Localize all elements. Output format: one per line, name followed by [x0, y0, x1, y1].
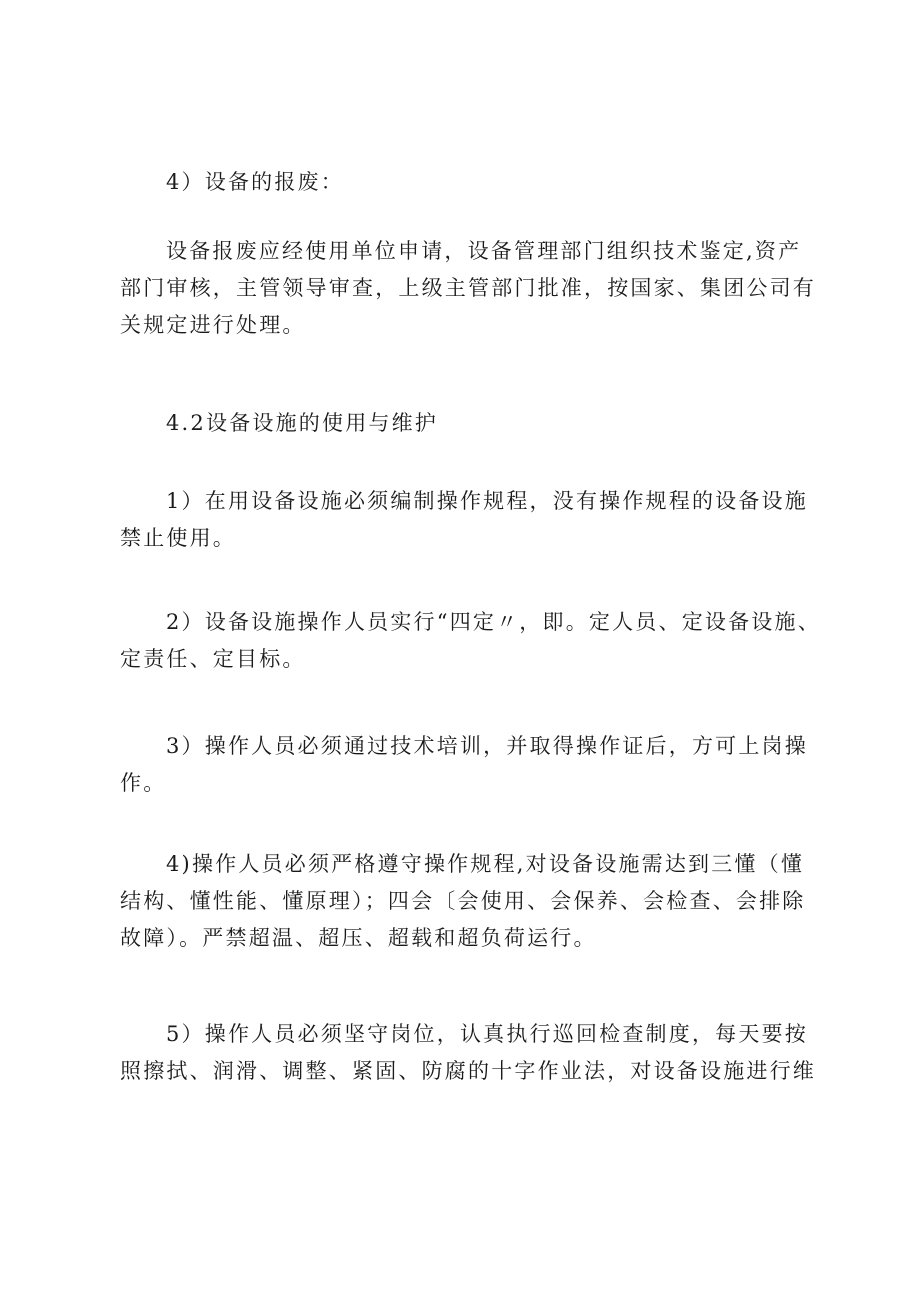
paragraph-line: 禁止使用。 — [120, 526, 236, 550]
paragraph-line: 3）操作人员必须通过技术培训，并取得操作证后，方可上岗操 — [166, 734, 808, 758]
paragraph-line: 照擦拭、润滑、调整、紧固、防腐的十字作业法，对设备设施进行维 — [120, 1059, 816, 1083]
section-heading-4-2 — [120, 405, 820, 442]
paragraph-line: 结构、懂性能、懂原理）；四会〔会使用、会保养、会检查、会排除 — [120, 889, 806, 913]
paragraph-line: 定责任、定目标。 — [120, 647, 306, 671]
paragraph-line: 4.2设备设施的使用与维护 — [166, 411, 438, 435]
paragraph-item-1 — [120, 483, 820, 557]
paragraph-line: 关规定进行处理。 — [120, 313, 306, 337]
paragraph-item-5 — [120, 1016, 820, 1090]
paragraph-line: 1）在用设备设施必须编制操作规程，没有操作规程的设备设施 — [166, 489, 808, 513]
paragraph-item-3 — [120, 728, 820, 802]
paragraph-line: 4)操作人员必须严格遵守操作规程,对设备设施需达到三懂（懂 — [166, 852, 805, 876]
paragraph-line: 设备报废应经使用单位申请，设备管理部门组织技术鉴定,资产 — [166, 239, 802, 263]
paragraph-scrap-procedure — [120, 233, 820, 344]
paragraph-item-4 — [120, 846, 820, 957]
paragraph-scrap-heading — [120, 164, 820, 201]
paragraph-line: 4）设备的报废： — [166, 170, 344, 194]
paragraph-line: 2）设备设施操作人员实行“四定〃，即。定人员、定设备设施、 — [166, 610, 821, 634]
paragraph-line: 故障）。严禁超温、超压、超载和超负荷运行。 — [120, 926, 597, 950]
paragraph-item-2 — [120, 604, 820, 678]
paragraph-line: 作。 — [120, 771, 167, 795]
paragraph-line: 5）操作人员必须坚守岗位，认真执行巡回检查制度，每天要按 — [166, 1022, 808, 1046]
paragraph-line: 部门审核，主管领导审查，上级主管部门批准，按国家、集团公司有 — [120, 276, 816, 300]
